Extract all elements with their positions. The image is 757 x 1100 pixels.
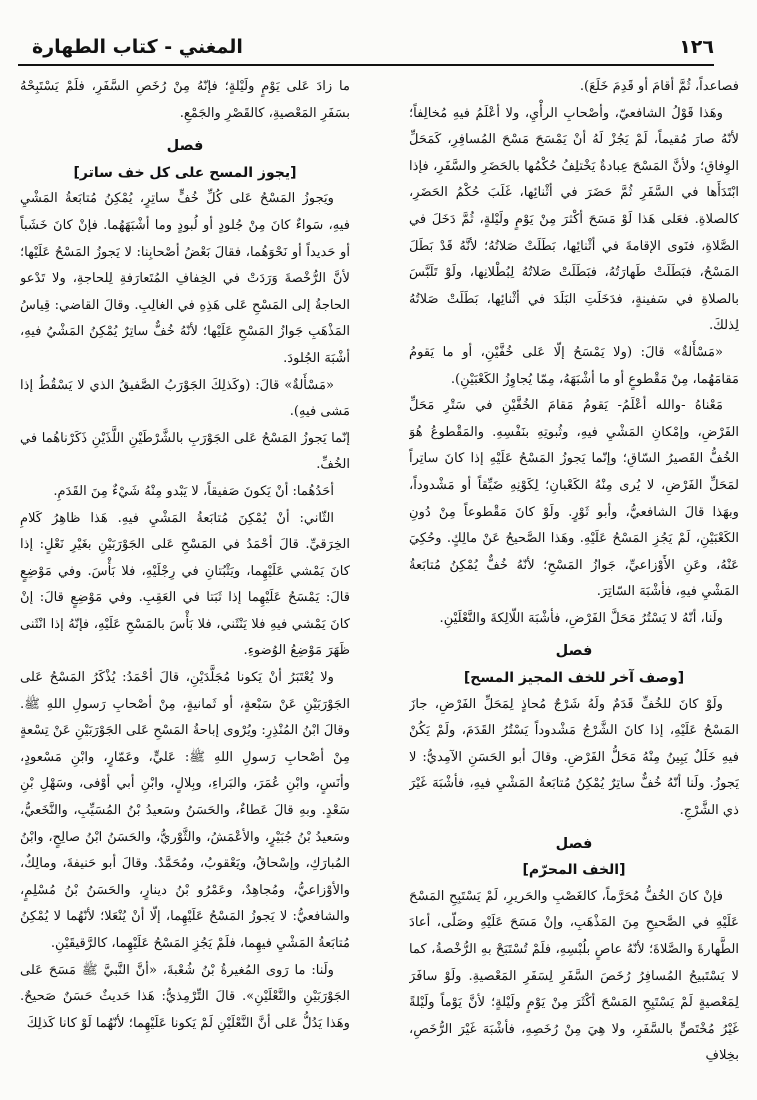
section-heading: فصل: [555, 835, 593, 852]
page-number: ١٢٦: [679, 36, 714, 58]
section-subheading: [ وصف آخر للخف المجيز المسح ]: [409, 665, 739, 692]
running-title: المغني - كتاب الطهارة: [32, 36, 243, 58]
paragraph: أحَدُهُما: أنْ يَكونَ صَفيقاً، لا يَبْدو مِنْهُ شَيْءٌ مِنَ القَدَمِ.: [53, 483, 334, 499]
paragraph: ولَنا: ما رَوى المُغيرةُ بْنُ شُعْبةَ، «أنَّ النَّبيَّ ﷺ مَسَحَ عَلى الجَوْرَبَيْنِ والنَّعْلَيْنِ». قالَ التِّرْمِذيُّ: هَذا حَديثٌ حَسَنٌ صَحيحٌ. وهَذا يَدُلُّ عَلى أنَّ النَّعْلَيْنِ لَمْ يَكونا عَلَيْهِما؛ لأنّهُما لَوْ كانا كَذلِكَ: [20, 962, 350, 1031]
page-header: [18, 34, 714, 66]
paragraph: الثّاني: أنْ يُمْكِنَ مُتابَعةُ المَشْيِ فيهِ. هَذا ظاهِرُ كَلامِ الخِرَقيِّ. قالَ أحْمَدُ في المَسْحِ عَلى الجَوْرَبَيْنِ بغَيْرِ نَعْلٍ: إذا كانَ يَمْشي عَلَيْهِما، ويَثْبُتانِ في رِجْلَيْهِ، فلا بَأْسَ. وفي مَوْضِعٍ قالَ: يَمْسَحُ عَلَيْهِما إذا ثَبَتا في العَقِبِ. وفي مَوْضِعٍ قالَ: إنْ كانَ يَمْشي فيهِ فلا يَنْثَني، فلا بَأْسَ بالمَسْحِ عَلَيْهِ، فإنّهُ إذا انْثَنى ظَهَرَ مَوْضِعُ الوُضوءِ.: [20, 510, 350, 659]
paragraph: ولَوْ كانَ للخُفِّ قَدَمٌ ولَهُ شَرْجٌ مُحاذٍ لِمَحَلِّ الفَرْضِ، جازَ المَسْحُ عَلَيْهِ، إذا كانَ الشَّرْجُ مَشْدوداً يَسْتُرُ القَدَمَ، ولَمْ يَكُنْ فيهِ خَلَلٌ يَبِينُ مِنْهُ مَحَلُّ الفَرْضِ. وقالَ أبو الحَسَنِ الآمِديُّ: لا يَجوزُ. ولَنا أنّهُ خُفٌّ ساتِرٌ يُمْكِنُ مُتابَعةُ المَشْيِ فيهِ، فأشْبَهَ غَيْرَ ذي الشَّرْجِ.: [409, 696, 739, 819]
paragraph: فإنْ كانَ الخُفُّ مُحَرَّماً، كالغَصْبِ والحَريرِ، لَمْ يَسْتَبِحِ المَسْحَ عَلَيْهِ في الصَّحيحِ مِنَ المَذْهَبِ، وإنْ مَسَحَ عَلَيْهِ وصَلّى، أعادَ الطَّهارةَ والصَّلاةَ؛ لأنّهُ عاصٍ بلُبْسِهِ، فلَمْ تُسْتَبَحْ بهِ الرُّخْصةُ، كما لا يَسْتَبيحُ المُسافِرُ رُخَصَ السَّفَرِ لِسَفَرِ المَعْصيةِ. ولَوْ سافَرَ لِمَعْصيةٍ لَمْ يَسْتَبِحِ المَسْحَ أكْثَرَ مِنْ يَوْمٍ ولَيْلةٍ؛ لأنَّ يَوْماً ولَيْلةً غَيْرُ مُخْتَصٍّ بالسَّفَرِ، ولا هِيَ مِنْ رُخَصِهِ، فأشْبَهَ غَيْرَ الرُّخَصِ، بخِلافِ: [409, 888, 739, 1064]
paragraph: ويَجوزُ المَسْحُ عَلى كُلِّ خُفٍّ ساتِرٍ، يُمْكِنُ مُتابَعةُ المَشْيِ فيهِ، سَواءٌ كانَ مِنْ جُلودٍ أو لُبودٍ وما أشْبَهَهُما. فإنْ كانَ خَشَباً أو حَديداً أو نَحْوَهُما، فقالَ بَعْضُ أصْحابِنا: لا يَجوزُ المَسْحُ عَلَيْها؛ لأنَّ الرُّخْصةَ وَرَدَتْ في الخِفافِ المُتَعارَفةِ لِلحاجةِ، ولا تَدْعو الحاجةُ إلى المَسْحِ عَلى هَذِهِ في الغالِبِ. وقالَ القاضي: قِياسُ المَذْهَبِ جَوازُ المَسْحِ عَلَيْها؛ لأنّهُ خُفٌّ ساتِرٌ يُمْكِنُ المَشْيُ فيهِ، أشْبَهَ الجُلودَ.: [20, 191, 350, 366]
paragraph: ولا يُعْتَبَرُ أنْ يَكونا مُجَلَّدَيْنِ، قالَ أحْمَدُ: يُذْكَرُ المَسْحُ عَلى الجَوْرَبَيْنِ عَنْ سَبْعةٍ، أو ثَمانيةٍ، مِنْ أصْحابِ رَسولِ اللهِ ﷺ. وقالَ ابْنُ المُنْذِرِ: ويُرْوى إباحةُ المَسْحِ عَلى الجَوْرَبَيْنِ عَنْ تِسْعةٍ مِنْ أصْحابِ رَسولِ اللهِ ﷺ: عَليٍّ، وعَمّارٍ، وابْنِ مَسْعودٍ، وأنَسٍ، وابْنِ عُمَرَ، والبَراءِ، وبِلالٍ، وابْنِ أبي أوْفى، وسَهْلِ بْنِ سَعْدٍ. وبهِ قالَ عَطاءٌ، والحَسَنُ وسَعيدُ بْنُ المُسَيِّبِ، والنَّخَعيُّ، وسَعيدُ بْنُ جُبَيْرٍ، والأعْمَشُ، والثَّوْريُّ، والحَسَنُ ابْنُ صالِحٍ، وابْنُ المُبارَكِ، وإسْحاقُ، ويَعْقوبُ، ومُحَمَّدٌ. وقالَ أبو حَنيفةَ، ومالِكٌ، والأوْزاعيُّ، ومُجاهِدٌ، وعَمْرُو بْنُ دينارٍ، والحَسَنُ بْنُ مُسْلِمٍ، والشافعيُّ: لا يَجوزُ المَسْحُ عَلَيْهِما، إلّا أنْ يُنْعَلا؛ لأنّهُما لا يُمْكِنُ مُتابَعةُ المَشْيِ فيهِما، فلَمْ يَجُزِ المَسْحُ عَلَيْهِما، كالرَّقيقَيْنِ.: [20, 670, 350, 951]
paragraph: ما زادَ عَلى يَوْمٍ ولَيْلةٍ؛ فإنّهُ مِنْ رُخَصِ السَّفَرِ، فلَمْ يَسْتَبِحْهُ بسَفَرِ المَعْصيةِ، كالقَصْرِ والجَمْعِ.: [20, 79, 350, 121]
section-subheading: [ يجوز المسح على كل خف ساتر ]: [20, 160, 350, 187]
paragraph: ولَنا، أنّهُ لا يَسْتُرُ مَحَلَّ الفَرْضِ، فأشْبَهَ اللّالِكةَ والنَّعْلَيْنِ.: [439, 610, 723, 626]
paragraph: «مَسْأَلةٌ» قالَ: (وكَذلِكَ الجَوْرَبُ الصَّفيقُ الذي لا يَسْقُطُ إذا مَشى فيهِ).: [20, 377, 350, 420]
paragraph: فصاعداً، ثُمَّ أقامَ أو قَدِمَ خَلَعَ).: [579, 79, 739, 94]
paragraph: وهَذا قَوْلُ الشافعيّ، وأصْحابِ الرأْيِ، ولا أعْلَمُ فيهِ مُخالِفاً؛ لأنّهُ صارَ مُقيماً، لَمْ يَجُزْ لَهُ أنْ يَمْسَحَ مَسْحَ المُسافِرِ، كَمَحَلِّ الوِفاقِ؛ ولأنَّ المَسْحَ عِبادةٌ يَخْتلِفُ حُكْمُها بالحَضَرِ والسَّفَرِ، فإذا ابْتَدَأَها في السَّفَرِ ثُمَّ حَضَرَ في أثْنائِها، غَلَبَ حُكْمُ الحَضَرِ، كالصلاةِ. فعَلى هَذا لَوْ مَسَحَ أكْثرَ مِنْ يَوْمٍ ولَيْلةٍ، ثُمَّ دَخَلَ في الصَّلاةِ، فنَوى الإقامةَ في أثْنائِها، بَطَلَتْ صَلاتُهُ؛ لأنَّهُ قَدْ بَطَلَ المَسْحُ، فبَطَلَتْ طَهارَتُهُ، فبَطَلَتْ صَلاتُهُ لِبُطْلانِها، ولَوْ تَلَبَّسَ بالصلاةِ في سَفينةٍ، فدَخَلَتِ البَلَدَ في أثْنائِها، بَطَلَتْ صَلاتُهُ لِذلكَ.: [409, 105, 739, 334]
section-heading: فصل: [555, 643, 593, 660]
paragraph: «مَسْأَلةٌ» قالَ: (ولا يَمْسَحُ إلّا عَلى خُفَّيْنِ، أو ما يَقومُ مَقامَهُما، مِنْ مَقْطوعٍ أو ما أشْبَهَهُ، مِمّا يُجاوِزُ الكَعْبَيْنِ).: [409, 344, 739, 387]
left-column: [20, 74, 350, 1084]
section-heading: فصل: [166, 138, 204, 155]
right-column: [409, 74, 739, 1084]
paragraph: مَعْناهُ -والله أعْلَمُ- يَقومُ مَقامَ الخُفَّيْنِ في سَتْرِ مَحَلِّ الفَرْضِ، وإمْكانِ المَشْيِ فيهِ، وثُبوتِهِ بنَفْسِهِ. والمَقْطوعُ هُوَ الخُفُّ القَصيرُ السّاقِ؛ وإنّما يَجوزُ المَسْحُ عَلَيْهِ إذا كانَ ساتِراً لمَحَلِّ الفَرْضِ، لا يُرى مِنْهُ الكَعْبانِ؛ لِكَوْنِهِ ضَيِّقاً أو مَشْدوداً، وبهَذا قالَ الشافعيُّ، وأبو ثَوْرٍ. ولَوْ كانَ مَقْطوعاً مِنْ دُونِ الكَعْبَيْنِ، لَمْ يَجُزِ المَسْحُ عَلَيْهِ. وهَذا الصَّحيحُ عَنْ مالِكٍ. وحُكِيَ عَنْهُ، وعَنِ الأَوْزاعيِّ، جَوازُ المَسْحِ؛ لأنّهُ خُفٌّ يُمْكِنُ مُتابَعةُ المَشْيِ فيهِ، فأشْبَهَ السّاتِرَ.: [409, 398, 739, 600]
section-subheading: [ الخف المحرّم ]: [409, 857, 739, 884]
paragraph: إنّما يَجوزُ المَسْحُ عَلى الجَوْرَبِ بالشَّرْطَيْنِ اللَّذَيْنِ ذَكَرْناهُما في الخُفِّ.: [20, 430, 350, 473]
